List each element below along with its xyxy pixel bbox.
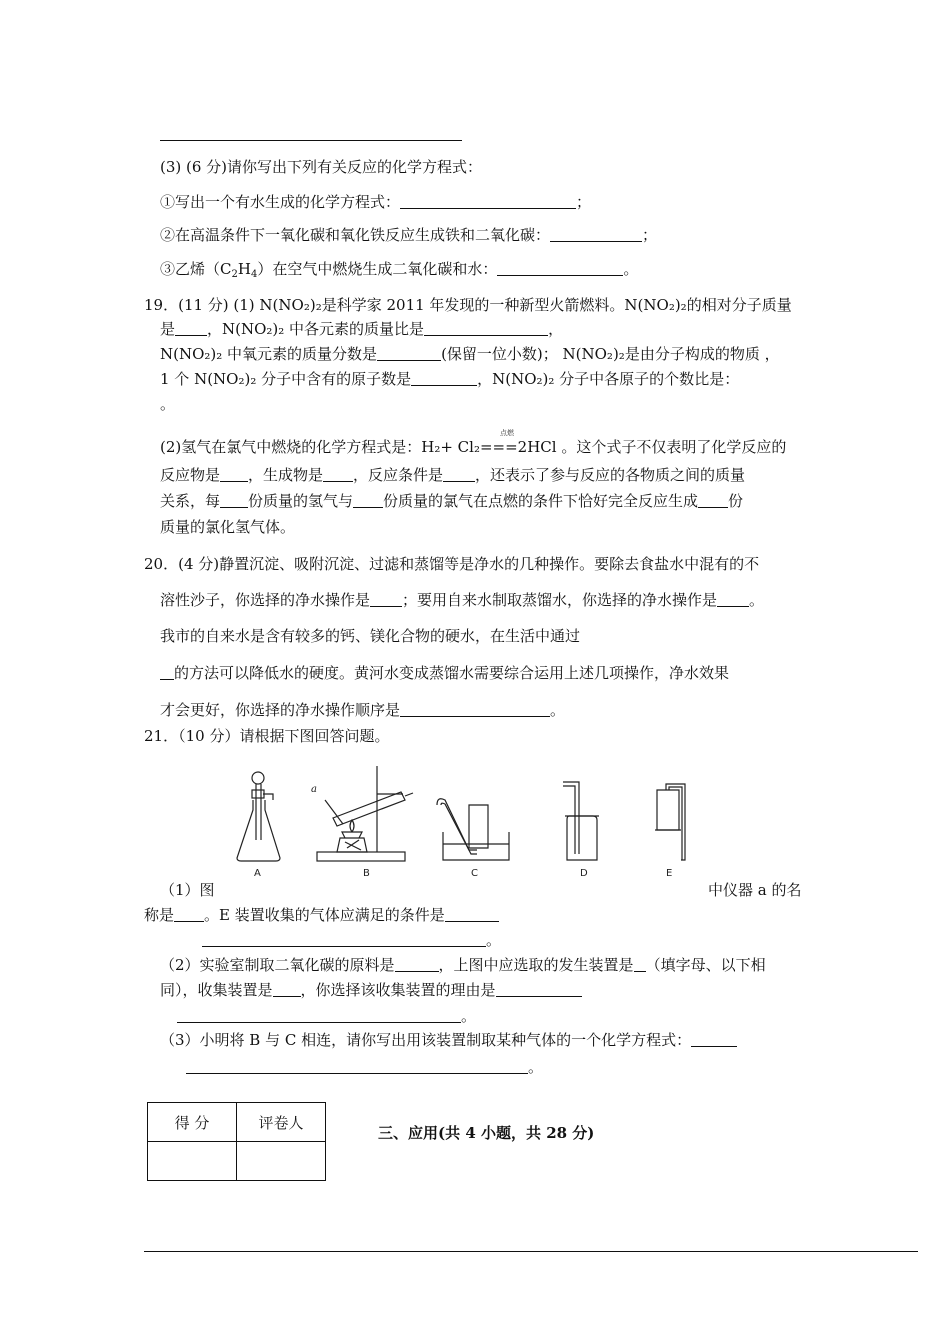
q19-line2: 是 ，N(NO₂)₂ 中各元素的质量比是 ， xyxy=(160,320,564,338)
score-cell[interactable] xyxy=(148,1142,237,1181)
q21-part1-start: （1）图 xyxy=(160,881,215,899)
q20-line3: 我市的自来水是含有较多的钙、镁化合物的硬水，在生活中通过 xyxy=(160,627,581,645)
figure-label-c: C xyxy=(471,868,478,879)
q21-part1-line3: 。 xyxy=(202,930,501,950)
apparatus-c-water-trough xyxy=(437,799,509,860)
q19-line5: 。 xyxy=(160,395,176,413)
q19-part2-line1: (2)氢气在氯气中燃烧的化学方程式是：H₂+ Cl₂===2HCl 。这个式子不仅表明了化学反应的 xyxy=(160,438,787,456)
q20-line4: 的方法可以降低水的硬度。黄河水变成蒸馏水需要综合运用上述几项操作，净水效果 xyxy=(160,663,729,683)
blank-line[interactable] xyxy=(497,260,623,276)
apparatus-a-conical-flask xyxy=(237,772,280,861)
q18-part3-item1: ①写出一个有水生成的化学方程式： ； xyxy=(160,193,592,211)
page-bottom-rule xyxy=(144,1251,918,1252)
blank-line[interactable] xyxy=(323,466,353,482)
q21-part2-line1: （2）实验室制取二氧化碳的原料是 ，上图中应选取的发生装置是 （填字母、以下相 xyxy=(160,956,766,974)
instrument-a-label: a xyxy=(311,784,317,795)
blank-line[interactable] xyxy=(411,370,477,386)
ignite-condition-label: 点燃 xyxy=(500,429,514,437)
blank-line[interactable] xyxy=(174,906,204,922)
blank-line[interactable] xyxy=(220,492,248,508)
blank-line[interactable] xyxy=(400,701,550,717)
blank-line[interactable] xyxy=(175,320,207,336)
blank-line[interactable] xyxy=(177,1007,461,1023)
blank-line[interactable] xyxy=(424,320,548,336)
blank-line[interactable] xyxy=(377,345,441,361)
blank-line[interactable] xyxy=(395,956,439,972)
q19-line1: 19．(11 分) (1) N(NO₂)₂是科学家 2011 年发现的一种新型火箭燃料。N(NO₂)₂的相对分子质量 xyxy=(144,296,792,314)
q20-line5: 才会更好，你选择的净水操作顺序是 。 xyxy=(160,701,566,719)
figure-label-a: A xyxy=(254,868,261,879)
blank-line[interactable] xyxy=(691,1031,737,1047)
q18-part3-item2: ②在高温条件下一氧化碳和氧化铁反应生成铁和二氧化碳： ； xyxy=(160,226,658,244)
answer-line-top xyxy=(160,140,462,141)
q19-line3: N(NO₂)₂ 中氧元素的质量分数是 (保留一位小数)； N(NO₂)₂是由分子构成的物质 ， xyxy=(160,345,780,363)
blank-line[interactable] xyxy=(634,956,646,972)
blank-line[interactable] xyxy=(186,1058,528,1074)
apparatus-e-gas-bottle xyxy=(655,784,685,860)
q21-part2-line3: 。 xyxy=(177,1006,476,1026)
q21-part3-line2: 。 xyxy=(186,1057,543,1077)
apparatus-b-heating-setup xyxy=(317,766,413,861)
blank-line[interactable] xyxy=(496,981,582,997)
q21-part1-line2: 称是 。E 装置收集的气体应满足的条件是 xyxy=(144,905,499,925)
blank-line[interactable] xyxy=(698,492,728,508)
blank-line[interactable] xyxy=(717,591,749,607)
figure-label-b: B xyxy=(363,868,370,879)
q21-part1-end: 中仪器 a 的名 xyxy=(708,881,802,899)
q21-part3-line1: （3）小明将 B 与 C 相连，请你写出用该装置制取某种气体的一个化学方程式： xyxy=(160,1030,737,1050)
lab-apparatus-figure xyxy=(225,760,695,880)
blank-line[interactable] xyxy=(550,226,642,242)
blank-line[interactable] xyxy=(160,664,174,680)
blank-line[interactable] xyxy=(370,591,402,607)
blank-line[interactable] xyxy=(220,466,248,482)
grader-cell[interactable] xyxy=(237,1142,326,1181)
q18-part3-item3: ③乙烯$(C_2H_4)$在空气中燃烧生成二氧化碳和水： 。 xyxy=(160,260,639,280)
blank-line[interactable] xyxy=(400,193,576,209)
q19-part2-line2: 反应物是 ，生成物是 ，反应条件是 ，还表示了参与反应的各物质之间的质量 xyxy=(160,466,746,484)
q21-part2-line2: 同），收集装置是 ，你选择该收集装置的理由是 xyxy=(160,980,582,1000)
grader-header: 评卷人 xyxy=(237,1103,326,1142)
q19-part2-line4: 质量的氯化氢气体。 xyxy=(160,518,296,536)
figure-label-d: D xyxy=(580,868,588,879)
section-3-heading: 三、应用(共 4 小题，共 28 分) xyxy=(378,1124,595,1142)
score-table xyxy=(147,1102,326,1181)
q20-line2: 溶性沙子，你选择的净水操作是 ；要用自来水制取蒸馏水，你选择的净水操作是 。 xyxy=(160,591,765,609)
blank-line[interactable] xyxy=(202,931,486,947)
score-header: 得 分 xyxy=(148,1103,237,1142)
apparatus-d-gas-bottle xyxy=(563,782,599,860)
q21-title: 21．（10 分）请根据下图回答问题。 xyxy=(144,727,390,745)
q19-part2-line3: 关系，每 份质量的氢气与 份质量的氯气在点燃的条件下恰好完全反应生成 份 xyxy=(160,492,744,510)
q20-line1: 20．(4 分)静置沉淀、吸附沉淀、过滤和蒸馏等是净水的几种操作。要除去食盐水中混有的不 xyxy=(144,555,760,573)
blank-line[interactable] xyxy=(443,466,475,482)
q19-line4: 1 个 N(NO₂)₂ 分子中含有的原子数是 ，N(NO₂)₂ 分子中各原子的个数比是： xyxy=(160,370,740,388)
blank-line[interactable] xyxy=(273,981,301,997)
blank-line[interactable] xyxy=(445,906,499,922)
blank-line[interactable] xyxy=(353,492,383,508)
q18-part3-title: (3) (6 分)请你写出下列有关反应的化学方程式： xyxy=(160,158,483,176)
figure-label-e: E xyxy=(666,868,673,879)
